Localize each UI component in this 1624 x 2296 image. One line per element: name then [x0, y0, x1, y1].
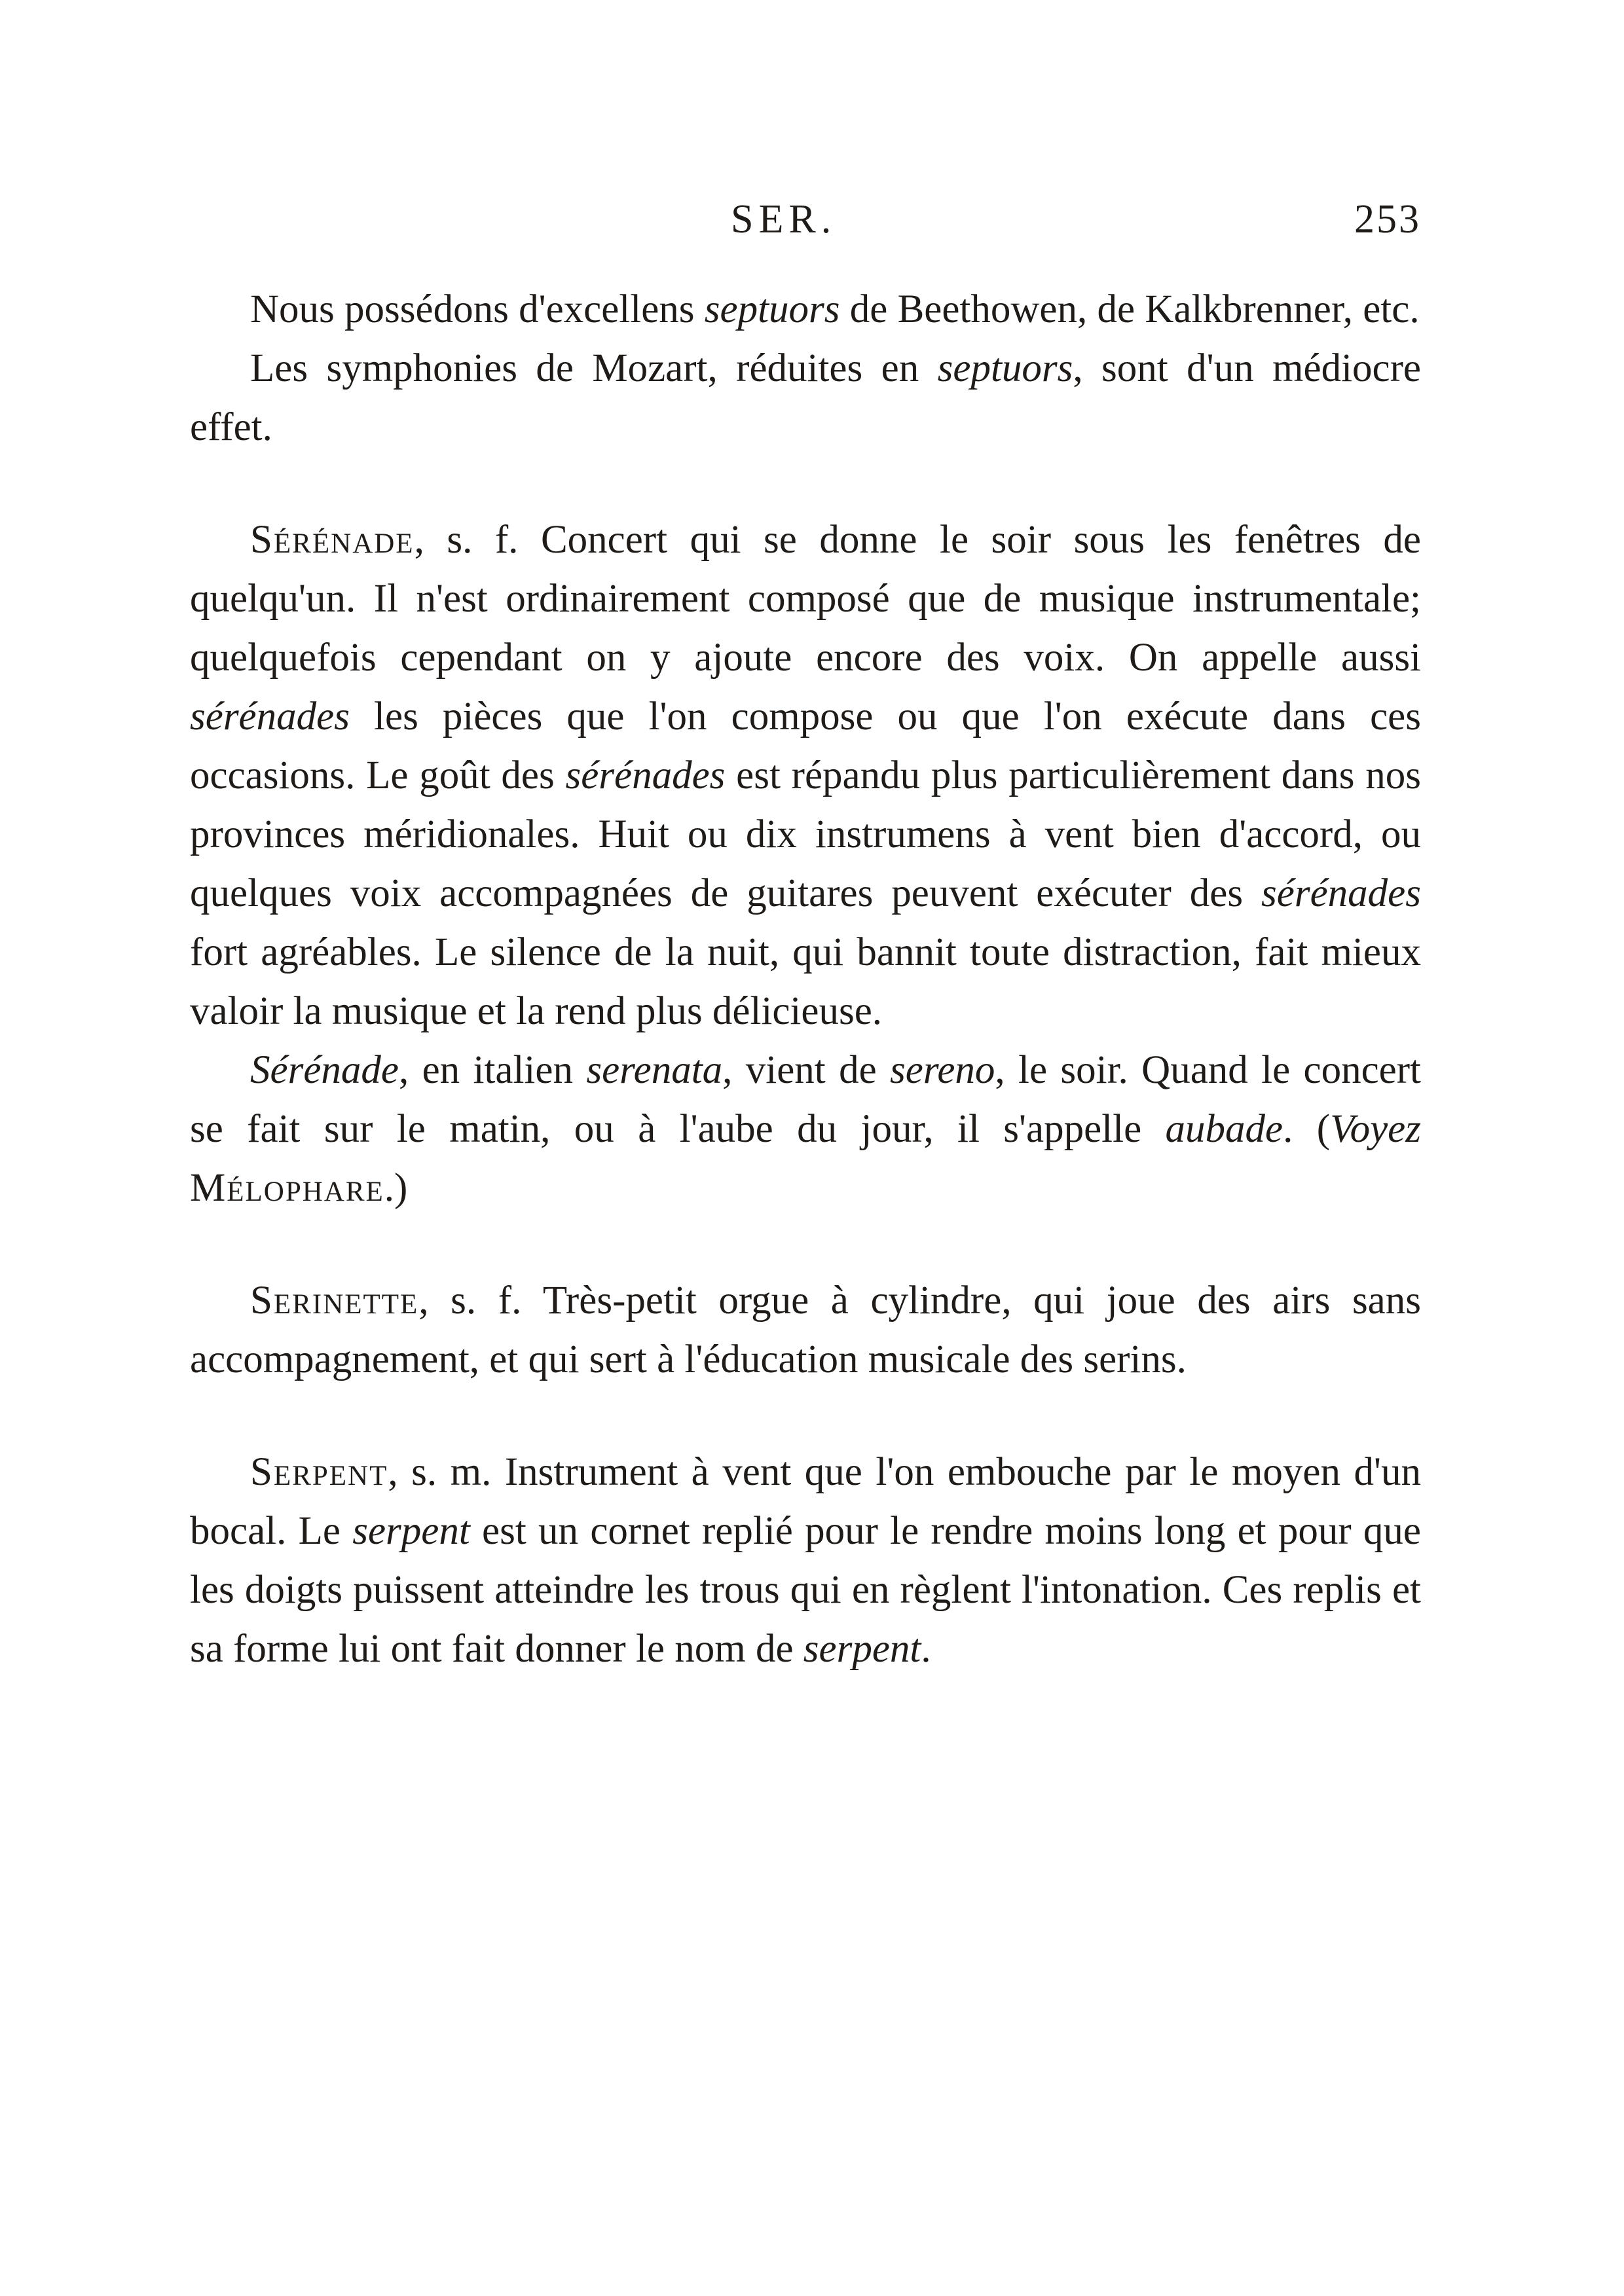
running-head: SER.: [731, 197, 837, 242]
text-run: , vient de: [722, 1048, 891, 1092]
text-run: Nous possédons d'excellens: [250, 287, 705, 331]
italic-term: Voyez: [1330, 1107, 1421, 1151]
text-run: , s. f. Concert qui se donne le soir sous les fenêtres de quelqu'un. Il n'est ordinairement composé que de musique instrumentale; quelquefois cependant on y ajoute encore des voix. On appelle aussi: [190, 518, 1421, 680]
entry-headword: Serpent: [250, 1450, 388, 1494]
italic-term: sérénades: [565, 754, 726, 797]
italic-term: Sérénade: [250, 1048, 399, 1092]
text-run: fort agréables. Le silence de la nuit, qui bannit toute distraction, fait mieux valoir la musique et la rend plus délicieuse.: [190, 930, 1421, 1033]
paragraph-serinette-entry: [190, 1271, 1421, 1389]
italic-term: serpent: [352, 1509, 470, 1553]
text-run: , sont d'un médiocre effet.: [190, 346, 1421, 449]
text-run: Les symphonies de Mozart, réduites en: [250, 346, 938, 390]
page-header: [190, 196, 1421, 249]
entry-headword: Mélophare: [190, 1166, 384, 1210]
italic-term: sereno: [890, 1048, 995, 1092]
text-body: [190, 280, 1421, 1679]
italic-term: serpent: [803, 1627, 921, 1671]
italic-term: septuors: [704, 287, 840, 331]
entry-headword: Serinette: [250, 1279, 419, 1322]
text-run: .: [921, 1627, 931, 1671]
paragraph-septuor-examples: [190, 280, 1421, 339]
text-run: , le soir. Quand le concert se fait sur le matin, ou à l'aube du jour, il s'appelle: [190, 1048, 1422, 1151]
text-run: . (: [1283, 1107, 1331, 1151]
italic-term: septuors: [937, 346, 1073, 390]
text-run: .): [384, 1166, 408, 1210]
text-run: les pièces que l'on compose ou que l'on exécute dans ces occasions. Le goût des: [190, 695, 1421, 797]
paragraph-serpent-entry: [190, 1443, 1421, 1679]
text-run: , s. m. Instrument à vent que l'on embouche par le moyen d'un bocal. Le: [190, 1450, 1421, 1553]
text-run: , s. f. Très-petit orgue à cylindre, qui joue des airs sans accompagnement, et qui sert à l'éducation musicale des serins.: [190, 1279, 1421, 1381]
page-number: 253: [1354, 197, 1421, 242]
italic-term: aubade: [1165, 1107, 1283, 1151]
text-run: est répandu plus particulièrement dans nos provinces méridionales. Huit ou dix instrumens à vent bien d'accord, ou quelques voix accompagnées de guitares peuvent exécuter des: [190, 754, 1421, 915]
text-run: de Beethowen, de Kalkbrenner, etc.: [840, 287, 1420, 331]
paragraph-serenade-entry: [190, 511, 1421, 1041]
entry-headword: Sérénade: [250, 518, 415, 562]
text-run: , en italien: [398, 1048, 587, 1092]
paragraph-septuor-mozart: [190, 339, 1421, 457]
paragraph-serenade-etymology: [190, 1041, 1421, 1218]
italic-term: serenata: [586, 1048, 723, 1092]
italic-term: sérénades: [190, 695, 350, 738]
text-run: est un cornet replié pour le rendre moins long et pour que les doigts puissent atteindre les trous qui en règlent l'intonation. Ces replis et sa forme lui ont fait donner le nom de: [190, 1509, 1421, 1671]
italic-term: sérénades: [1261, 871, 1421, 915]
